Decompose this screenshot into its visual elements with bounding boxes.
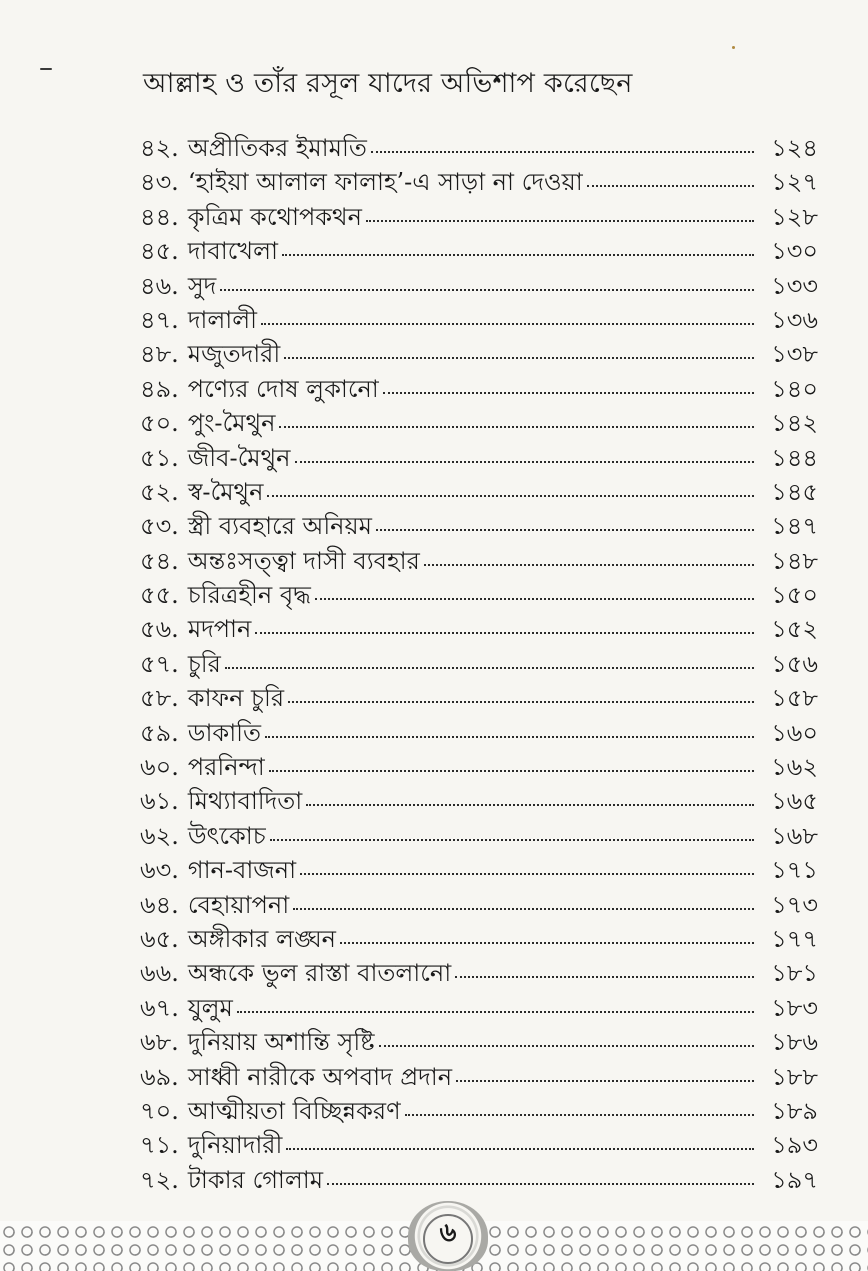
toc-row[interactable] <box>140 372 818 406</box>
toc-number: ৫৭. <box>140 649 179 678</box>
toc-number: ৬৮. <box>140 1028 179 1057</box>
toc-page-number: ১৬০ <box>771 718 818 747</box>
dot-leader <box>455 976 754 978</box>
running-header: আল্লাহ ও তাঁর রসূল যাদের অভিশাপ করেছেন <box>143 68 633 99</box>
toc-row[interactable] <box>140 1025 818 1059</box>
toc-title: চরিত্রহীন বৃদ্ধ <box>187 581 311 610</box>
toc-page-number: ১৮১ <box>771 959 818 988</box>
toc-row[interactable] <box>140 200 818 234</box>
toc-row[interactable] <box>140 165 818 199</box>
toc-number: ৬৭. <box>140 993 179 1022</box>
dot-leader <box>383 392 754 394</box>
dot-leader <box>371 151 754 153</box>
toc-page-number: ১৭৩ <box>771 890 818 919</box>
toc-row[interactable] <box>140 441 818 475</box>
toc-row[interactable] <box>140 544 818 578</box>
dot-leader <box>270 839 754 841</box>
toc-number: ৬১. <box>140 787 179 816</box>
toc-page-number: ১৩৩ <box>771 271 818 300</box>
toc-number: ৭১. <box>140 1131 179 1160</box>
toc-row[interactable] <box>140 303 818 337</box>
toc-page-number: ১৫৬ <box>771 649 818 678</box>
toc-row[interactable] <box>140 269 818 303</box>
toc-row[interactable] <box>140 612 818 646</box>
toc-number: ৬৩. <box>140 856 179 885</box>
toc-number: ৬২. <box>140 821 179 850</box>
toc-page-number: ১৪৪ <box>771 443 818 472</box>
toc-number: ৪৭. <box>140 305 179 334</box>
dot-leader <box>288 701 754 703</box>
dot-leader <box>315 598 754 600</box>
toc-row[interactable] <box>140 578 818 612</box>
toc-row[interactable] <box>140 681 818 715</box>
toc-number: ৫৩. <box>140 512 179 541</box>
toc-row[interactable] <box>140 991 818 1025</box>
toc-row[interactable] <box>140 922 818 956</box>
toc-title: অন্ধকে ভুল রাস্তা বাতলানো <box>187 959 452 988</box>
dot-leader <box>225 667 754 669</box>
toc-number: ৫০. <box>140 409 179 438</box>
toc-title: চুরি <box>187 649 221 678</box>
toc-page-number: ১২৭ <box>771 168 818 197</box>
toc-number: ৪৮. <box>140 340 179 369</box>
print-speck <box>40 68 52 70</box>
dot-leader <box>293 908 754 910</box>
toc-number: ৫২. <box>140 477 179 506</box>
toc-title: আত্মীয়তা বিচ্ছিন্নকরণ <box>187 1096 401 1125</box>
table-of-contents <box>140 131 818 1197</box>
toc-title: মিথ্যাবাদিতা <box>187 787 303 816</box>
toc-page-number: ১৫২ <box>771 615 818 644</box>
dot-leader <box>456 1080 754 1082</box>
toc-number: ৭০. <box>140 1096 179 1125</box>
toc-title: কৃত্রিম কথোপকথন <box>187 202 362 231</box>
page-number: ৬ <box>439 1218 457 1248</box>
toc-number: ৪৫. <box>140 237 179 266</box>
toc-title: পরনিন্দা <box>187 753 265 782</box>
dot-leader <box>366 220 754 222</box>
toc-row[interactable] <box>140 888 818 922</box>
toc-title: সাধ্বী নারীকে অপবাদ প্রদান <box>187 1062 453 1091</box>
page-number-medallion <box>408 1201 488 1271</box>
toc-row[interactable] <box>140 337 818 371</box>
dot-leader <box>300 873 754 875</box>
toc-row[interactable] <box>140 853 818 887</box>
toc-number: ৪৩. <box>140 168 179 197</box>
dot-leader <box>261 323 754 325</box>
toc-page-number: ১৩৮ <box>771 340 818 369</box>
toc-page-number: ১৭১ <box>771 856 818 885</box>
toc-page-number: ১৩৬ <box>771 305 818 334</box>
dot-leader <box>405 1114 754 1116</box>
dot-leader <box>327 1183 754 1185</box>
toc-page-number: ১৫০ <box>771 581 818 610</box>
toc-row[interactable] <box>140 131 818 165</box>
toc-row[interactable] <box>140 750 818 784</box>
toc-page-number: ১৭৭ <box>771 924 818 953</box>
toc-page-number: ১২৮ <box>771 202 818 231</box>
toc-page-number: ১৬৮ <box>771 821 818 850</box>
dot-leader <box>286 1148 754 1150</box>
dot-leader <box>587 185 754 187</box>
toc-number: ৪৬. <box>140 271 179 300</box>
toc-number: ৫৫. <box>140 581 179 610</box>
toc-row[interactable] <box>140 1128 818 1162</box>
toc-number: ৬৫. <box>140 924 179 953</box>
dot-leader <box>237 1011 754 1013</box>
toc-page-number: ১৪৫ <box>771 477 818 506</box>
toc-title: টাকার গোলাম <box>187 1165 324 1194</box>
toc-page-number: ১৩০ <box>771 237 818 266</box>
toc-title: ডাকাতি <box>187 718 262 747</box>
toc-page-number: ১৮৯ <box>771 1096 818 1125</box>
toc-row[interactable] <box>140 716 818 750</box>
toc-title: দালালী <box>187 305 257 334</box>
toc-row[interactable] <box>140 509 818 543</box>
dot-leader <box>255 632 754 634</box>
dot-leader <box>284 357 754 359</box>
toc-title: অপ্রীতিকর ইমামতি <box>187 134 367 162</box>
toc-title: স্ত্রী ব্যবহারে অনিয়ম <box>187 512 372 541</box>
toc-row[interactable] <box>140 956 818 990</box>
toc-number: ৫৪. <box>140 546 179 575</box>
dot-leader <box>269 770 754 772</box>
dot-leader <box>340 942 754 944</box>
toc-title: মদপান <box>187 615 252 644</box>
toc-title: সুদ <box>187 271 217 300</box>
dot-leader <box>279 426 754 428</box>
toc-title: অঙ্গীকার লঙ্ঘন <box>187 924 337 953</box>
toc-number: ৪৯. <box>140 374 179 403</box>
dot-leader <box>379 1045 754 1047</box>
dot-leader <box>424 564 754 566</box>
dot-leader <box>267 495 754 497</box>
toc-number: ৪৪. <box>140 202 179 231</box>
dot-leader <box>306 804 754 806</box>
toc-title: বেহায়াপনা <box>187 890 290 919</box>
toc-number: ৫১. <box>140 443 179 472</box>
toc-title: জীব-মৈথুন <box>187 443 291 472</box>
toc-row[interactable] <box>140 1094 818 1128</box>
toc-row[interactable] <box>140 647 818 681</box>
toc-number: ৬০. <box>140 753 179 782</box>
toc-title: স্ব-মৈথুন <box>187 477 264 506</box>
toc-title: দাবাখেলা <box>187 237 278 266</box>
toc-page-number: ১৯৭ <box>771 1165 818 1194</box>
toc-page-number: ১৮৬ <box>771 1028 818 1057</box>
toc-row[interactable] <box>140 1163 818 1197</box>
toc-page-number: ১৪৭ <box>771 512 818 541</box>
dot-leader <box>295 461 755 463</box>
toc-number: ৭২. <box>140 1165 179 1194</box>
toc-number: ৫৯. <box>140 718 179 747</box>
dot-leader <box>376 529 754 531</box>
toc-title: পণ্যের দোষ লুকানো <box>187 374 379 403</box>
toc-row[interactable] <box>140 234 818 268</box>
dot-leader <box>220 289 754 291</box>
toc-row[interactable] <box>140 406 818 440</box>
toc-title: অন্তঃসত্ত্বা দাসী ব্যবহার <box>187 546 420 575</box>
toc-page-number: ১৪২ <box>771 409 818 438</box>
toc-page-number: ১৯৩ <box>771 1131 818 1160</box>
toc-title: পুং-মৈথুন <box>187 409 276 438</box>
toc-row[interactable] <box>140 784 818 818</box>
toc-number: ৬৪. <box>140 890 179 919</box>
toc-number: ৬৬. <box>140 959 179 988</box>
toc-row[interactable] <box>140 475 818 509</box>
toc-number: ৫৮. <box>140 684 179 713</box>
dot-leader <box>282 254 754 256</box>
toc-page-number: ১৪৮ <box>771 546 818 575</box>
toc-number: ৪২. <box>140 134 179 162</box>
toc-title: মজুতদারী <box>187 340 281 369</box>
toc-page-number: ১৫৮ <box>771 684 818 713</box>
toc-title: দুনিয়াদারী <box>187 1131 283 1160</box>
toc-page-number: ১৮৩ <box>771 993 818 1022</box>
toc-title: কাফন চুরি <box>187 684 285 713</box>
print-speck <box>732 46 735 49</box>
toc-title: গান-বাজনা <box>187 856 297 885</box>
toc-page-number: ১২৪ <box>771 134 818 162</box>
toc-title: যুলুম <box>187 993 233 1022</box>
toc-row[interactable] <box>140 819 818 853</box>
toc-title: দুনিয়ায় অশান্তি সৃষ্টি <box>187 1028 375 1057</box>
toc-number: ৫৬. <box>140 615 179 644</box>
toc-page-number: ১৪০ <box>771 374 818 403</box>
dot-leader <box>265 736 754 738</box>
toc-page-number: ১৬৫ <box>771 787 818 816</box>
toc-page-number: ১৬২ <box>771 753 818 782</box>
toc-title: উৎকোচ <box>187 821 266 850</box>
toc-row[interactable] <box>140 1060 818 1094</box>
toc-number: ৬৯. <box>140 1062 179 1091</box>
toc-title: ‘হাইয়া আলাল ফালাহ’-এ সাড়া না দেওয়া <box>187 168 583 197</box>
toc-page-number: ১৮৮ <box>771 1062 818 1091</box>
